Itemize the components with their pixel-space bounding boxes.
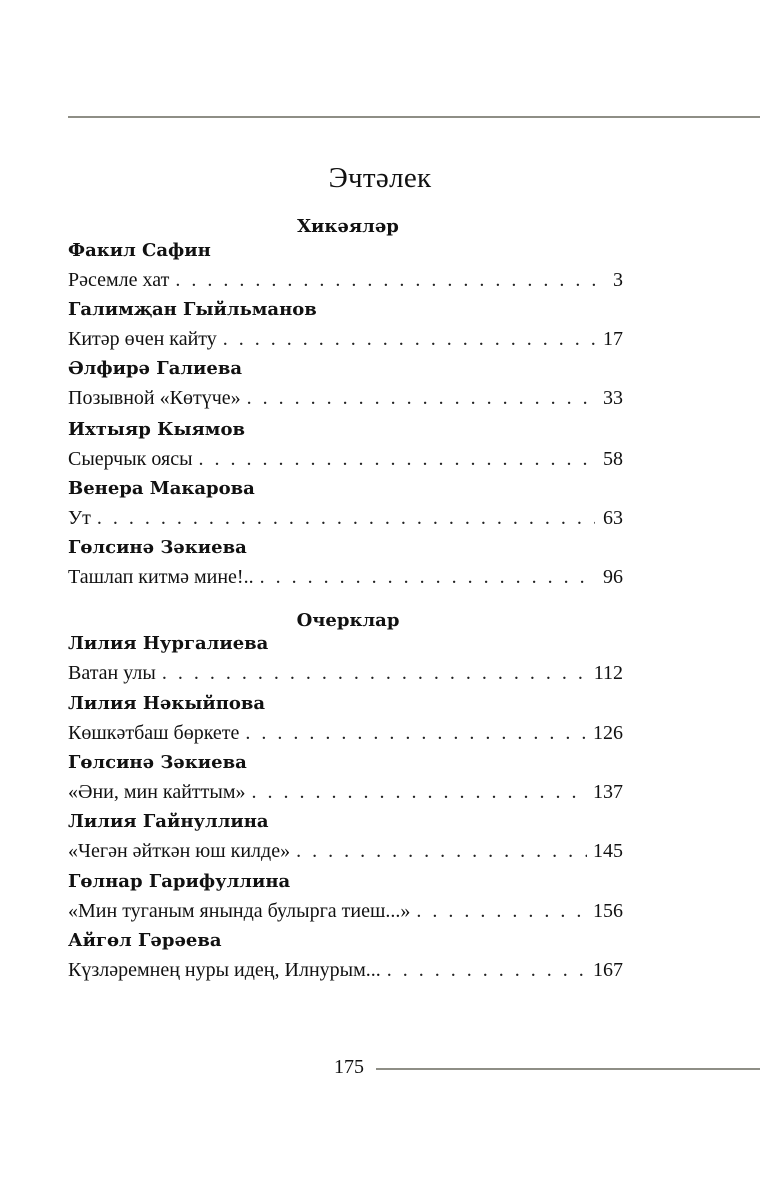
toc-entry: [68, 752, 623, 805]
entry-author: Факил Сафин: [68, 240, 211, 261]
entry-author: Гөлсинә Зәкиева: [68, 752, 247, 773]
entry-line: [68, 505, 623, 531]
entry-page: 112: [593, 662, 623, 684]
dot-leader: [199, 446, 595, 472]
entry-author: Гөлнар Гарифуллина: [68, 871, 291, 892]
entry-page: 17: [603, 328, 623, 350]
entry-title: Рәсемле хат: [68, 269, 170, 291]
entry-title: Ташлап китмә мине!..: [68, 566, 254, 588]
entry-page: 58: [603, 448, 623, 470]
page-title: Эчтәлек: [328, 162, 432, 194]
entry-line: [68, 957, 623, 983]
entry-title: Күзләремнең нуры идең, Илнурым...: [68, 959, 381, 981]
entry-title: «Әни, мин кайттым»: [68, 781, 246, 803]
dot-leader: [251, 779, 587, 805]
entry-line: [68, 267, 623, 293]
entry-title: Ватан улы: [68, 662, 156, 684]
toc-entry: [68, 633, 623, 686]
dot-leader: [245, 720, 587, 746]
dot-leader: [175, 267, 595, 293]
toc-entry: [68, 240, 623, 293]
entry-line: [68, 838, 623, 864]
entry-title: Ут: [68, 507, 91, 529]
entry-title: Позывной «Көтүче»: [68, 387, 241, 409]
entry-author: Венера Макарова: [68, 478, 255, 499]
toc-entry: [68, 811, 623, 864]
entry-line: [68, 898, 623, 924]
entry-page: 33: [603, 387, 623, 409]
entry-author: Айгөл Гәрәева: [68, 930, 222, 951]
entry-page: 137: [593, 781, 623, 803]
entry-page: 96: [603, 566, 623, 588]
toc-entry: [68, 537, 623, 590]
entry-title: «Мин туганым янында булырга тиеш...»: [68, 900, 411, 922]
entry-page: 145: [593, 840, 623, 862]
toc-entry: [68, 419, 623, 472]
entry-author: Лилия Гайнуллина: [68, 811, 269, 832]
entry-page: 3: [613, 269, 623, 291]
dot-leader: [296, 838, 587, 864]
toc-entry: [68, 871, 623, 924]
section-heading-essays: Очерклар: [296, 610, 400, 631]
toc-entry: [68, 693, 623, 746]
entry-title: Көшкәтбаш бөркете: [68, 722, 240, 744]
toc-entry: [68, 930, 623, 983]
entry-title: Сыерчык оясы: [68, 448, 193, 470]
toc-entry: [68, 299, 623, 352]
bottom-rule: [376, 1068, 760, 1070]
dot-leader: [416, 898, 587, 924]
entry-author: Әлфирә Галиева: [68, 358, 243, 379]
entry-author: Ихтыяр Кыямов: [68, 419, 245, 440]
dot-leader: [247, 385, 595, 411]
entry-title: Китәр өчен кайту: [68, 328, 217, 350]
toc-entry: [68, 478, 623, 531]
entry-title: «Чегән әйткән юш килде»: [68, 840, 291, 862]
entry-line: [68, 446, 623, 472]
dot-leader: [97, 505, 595, 531]
page-number: 175: [334, 1056, 364, 1078]
section-heading-stories: Хикәяләр: [297, 216, 399, 237]
entry-line: [68, 660, 623, 686]
entry-line: [68, 564, 623, 590]
entry-page: 63: [603, 507, 623, 529]
entry-author: Лилия Нургалиева: [68, 633, 269, 654]
entry-page: 167: [593, 959, 623, 981]
entry-line: [68, 326, 623, 352]
entry-page: 126: [593, 722, 623, 744]
dot-leader: [223, 326, 595, 352]
dot-leader: [162, 660, 588, 686]
entry-line: [68, 385, 623, 411]
entry-line: [68, 779, 623, 805]
top-rule: [68, 116, 760, 118]
entry-line: [68, 720, 623, 746]
toc-entry: [68, 358, 623, 411]
entry-author: Лилия Нәкыйпова: [68, 693, 266, 714]
dot-leader: [387, 957, 587, 983]
entry-page: 156: [593, 900, 623, 922]
entry-author: Галимҗан Гыйльманов: [68, 299, 317, 320]
entry-author: Гөлсинә Зәкиева: [68, 537, 247, 558]
dot-leader: [260, 564, 595, 590]
